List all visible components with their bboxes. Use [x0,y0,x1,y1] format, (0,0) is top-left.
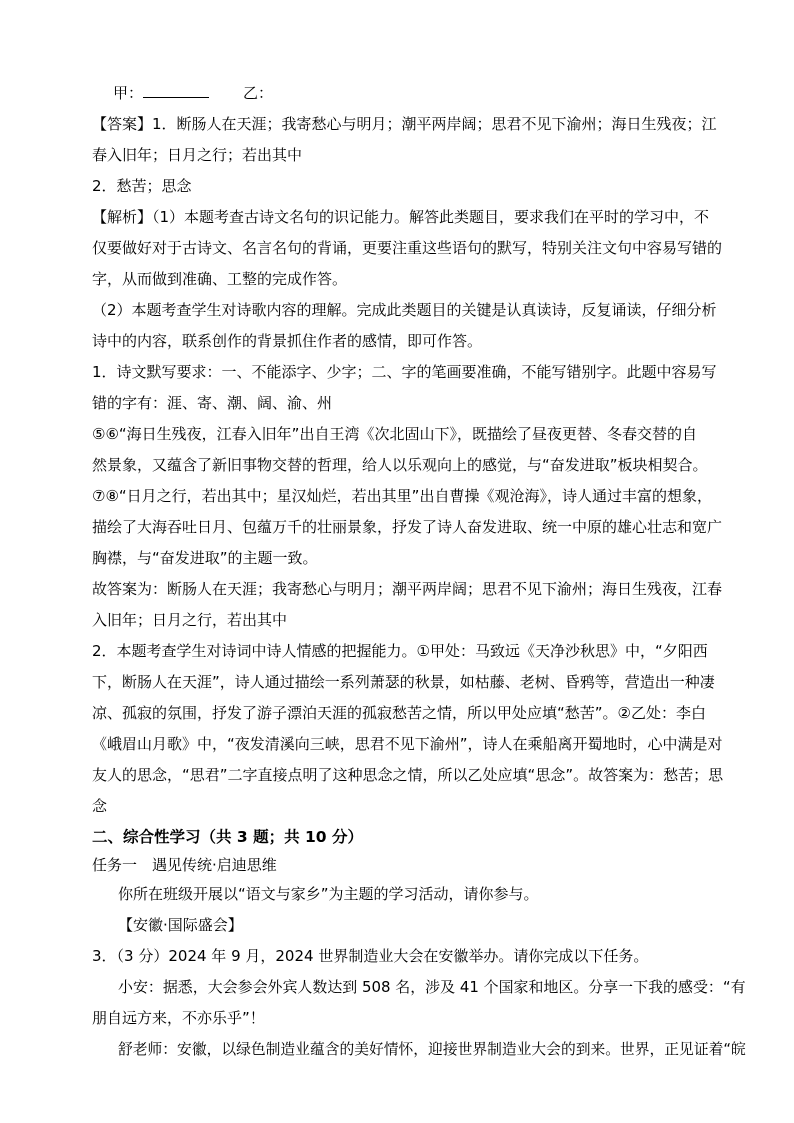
analysis-line-16: 下，断肠人在天涯”，诗人通过描绘一系列萧瑟的秋景，如枯藤、老树、昏鸦等，营造出一种凄 [92,673,715,691]
analysis-line-2: 仅要做好对于古诗文、名言名句的背诵，更要注重这些语句的默写，特别关注文句中容易写错的 [92,239,723,257]
analysis-line-3: 字，从而做到准确、工整的完成作答。 [92,270,348,288]
analysis-line-9: 然景象，又蕴含了新旧事物交替的哲理，给人以乐观向上的感觉，与“奋发进取”板块相契合。 [92,456,708,474]
analysis-line-1: 【解析】（1）本题考查古诗文名句的识记能力。解答此类题目，要求我们在平时的学习中，不 [92,208,710,226]
jia-label: 甲： [113,84,144,102]
analysis-line-12: 胸襟，与“奋发进取”的主题一致。 [92,549,318,567]
analysis-line-7: 错的字有：涯、寄、潮、阔、渝、州 [92,394,333,412]
analysis-line-19: 友人的思念，“思君”二字直接点明了这种思念之情，所以乙处应填“思念”。故答案为：愁苦；思 [92,766,724,784]
analysis-line-10: ⑦⑧“日月之行，若出其中；星汉灿烂，若出其里”出自曹操《观沧海》，诗人通过丰富的想象， [92,487,712,505]
xiaoan-line-1: 小安：据悉，大会参会外宾人数达到 508 名，涉及 41 个国家和地区。分享一下我的感受：“有 [118,978,746,996]
analysis-line-6: 1．诗文默写要求：一、不能添字、少字；二、字的笔画要准确，不能写错别字。此题中容易写 [92,363,717,381]
xiaoan-line-2: 朋自远方来，不亦乐乎”！ [92,1009,265,1027]
analysis-line-20: 念 [92,797,108,815]
analysis-line-15: 2．本题考查学生对诗词中诗人情感的把握能力。①甲处：马致远《天净沙秋思》中，“夕阳西 [92,642,708,660]
subsection-label: 【安徽·国际盛会】 [118,916,243,934]
answer-line-1: 【答案】1．断肠人在天涯；我寄愁心与明月；潮平两岸阔；思君不见下渝州；海日生残夜；江 [92,115,717,133]
jia-blank [143,82,209,98]
analysis-line-18: 《峨眉山月歌》中，“夜发清溪向三峡，思君不见下渝州”，诗人在乘船离开蜀地时，心中满是对 [92,735,723,753]
answer-blank-row [113,82,273,103]
task-title: 任务一 遇见传统·启迪思维 [92,856,277,874]
shu-teacher-line: 舒老师：安徽，以绿色制造业蕴含的美好情怀，迎接世界制造业大会的到来。世界，正见证着“皖 [118,1040,746,1058]
analysis-line-13: 故答案为：断肠人在天涯；我寄愁心与明月；潮平两岸阔；思君不见下渝州；海日生残夜，江春 [92,580,723,598]
answer-line-2: 春入旧年；日月之行；若出其中 [92,146,303,164]
analysis-line-17: 凉、孤寂的氛围，抒发了游子漂泊天涯的孤寂愁苦之情，所以甲处应填“愁苦”。②乙处：李白 [92,704,706,722]
section-heading: 二、综合性学习（共 3 题；共 10 分） [92,828,363,846]
analysis-line-4: （2）本题考查学生对诗歌内容的理解。完成此类题目的关键是认真读诗，反复诵读，仔细分析 [92,301,717,319]
analysis-line-11: 描绘了大海吞吐日月、包蕴万千的壮丽景象，抒发了诗人奋发进取、统一中原的雄心壮志和宽广 [92,518,723,536]
yi-label: 乙： [243,84,274,102]
task-intro: 你所在班级开展以“语文与家乡”为主题的学习活动，请你参与。 [118,885,539,903]
answer-line-3: 2．愁苦；思念 [92,177,192,195]
analysis-line-14: 入旧年；日月之行，若出其中 [92,611,288,629]
question-3: 3．（3 分）2024 年 9 月，2024 世界制造业大会在安徽举办。请你完成以下任务。 [92,947,649,965]
analysis-line-8: ⑤⑥“海日生残夜，江春入旧年”出自王湾《次北固山下》，既描绘了昼夜更替、冬春交替的自 [92,425,697,443]
analysis-line-5: 诗中的内容，联系创作的背景抓住作者的感情，即可作答。 [92,332,483,350]
